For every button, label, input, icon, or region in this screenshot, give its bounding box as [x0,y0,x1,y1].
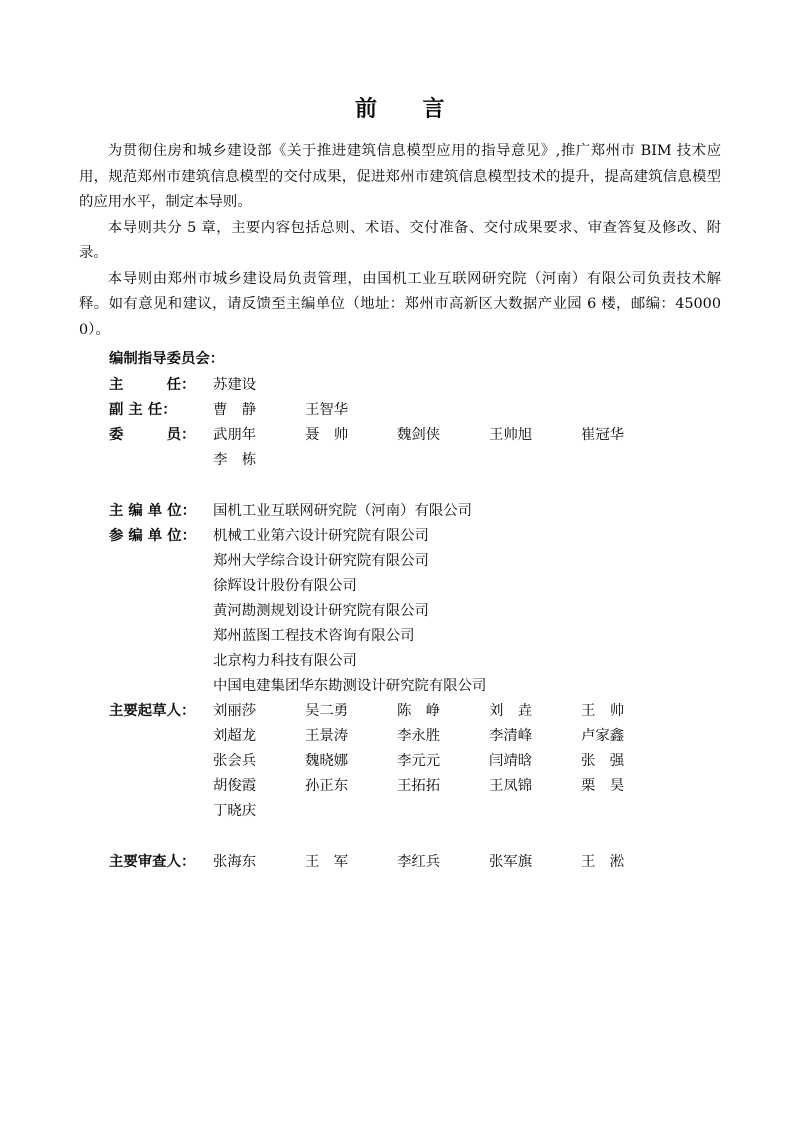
preface-body [79,139,721,343]
row-values [213,774,721,799]
row-values [213,599,721,624]
committee-list [79,373,721,875]
name-cell: 卢家鑫 [581,728,625,744]
section-spacer [79,473,721,499]
row-values [213,624,721,649]
participating-units-row [79,649,721,674]
unit-name: 国机工业互联网研究院（河南）有限公司 [213,503,473,519]
row-label: 主 任： [109,377,196,393]
name-cell: 张 强 [581,753,625,769]
row-values [213,674,721,699]
participating-units-row [79,574,721,599]
row-values [213,549,721,574]
committee-row-director [79,373,721,398]
name-cell: 王 淞 [581,854,625,870]
name-cell: 李红兵 [397,854,441,870]
name-cell: 闫靖晗 [489,753,533,769]
name-cell: 张军旗 [489,854,533,870]
row-values [213,574,721,599]
row-label: 主 编 单 位： [109,503,196,519]
main-drafters-row [79,774,721,799]
name-cell: 李永胜 [397,728,441,744]
main-reviewers-row [79,850,721,875]
paragraph-1: 为贯彻住房和城乡建设部《关于推进建筑信息模型应用的指导意见》,推广郑州市 BIM 技术应用，规范郑州市建筑信息模型的交付成果，促进郑州市建筑信息模型技术的提升，提高建筑信息模型的应用水平，制定本导则。 [79,143,721,210]
name-cell: 吴二勇 [305,703,349,719]
unit-name: 郑州大学综合设计研究院有限公司 [213,553,429,569]
name-cell: 刘超龙 [213,728,257,744]
name-cell: 聂 帅 [305,427,349,443]
paragraph-2: 本导则共分 5 章，主要内容包括总则、术语、交付准备、交付成果要求、审查答复及修改、附录。 [79,219,721,261]
name-cell: 王拓拓 [397,778,441,794]
participating-units-row [79,549,721,574]
row-label: 主要起草人： [109,703,196,719]
unit-name: 黄河勘测规划设计研究院有限公司 [213,603,429,619]
name-cell: 崔冠华 [581,427,625,443]
name-cell: 曹 静 [213,402,257,418]
participating-units-row [79,524,721,549]
name-cell: 刘丽莎 [213,703,257,719]
name-cell: 陈 峥 [397,703,441,719]
row-values [213,749,721,774]
unit-name: 郑州蓝图工程技术咨询有限公司 [213,628,415,644]
name-cell: 王 军 [305,854,349,870]
name-cell: 栗 昊 [581,778,625,794]
row-label: 委 员： [109,427,196,443]
row-label: 主要审查人： [109,854,196,870]
unit-name: 徐辉设计股份有限公司 [213,578,357,594]
name-cell: 孙正东 [305,778,349,794]
committee-heading: 编制指导委员会： [109,351,225,367]
row-label: 参 编 单 位： [109,528,196,544]
row-values [213,699,721,724]
name-cell: 王凤锦 [489,778,533,794]
name-cell: 魏剑侠 [397,427,441,443]
name-cell: 李 栋 [213,452,257,468]
name-cell: 武朋年 [213,427,257,443]
row-values [213,423,721,448]
page-title: 前 言 [354,97,445,122]
name-cell: 张会兵 [213,753,257,769]
row-label: 副 主 任： [109,402,177,418]
committee-row-members [79,423,721,448]
paragraph-3: 本导则由郑州市城乡建设局负责管理，由国机工业互联网研究院（河南）有限公司负责技术解释。如有意见和建议，请反馈至主编单位（地址：郑州市高新区大数据产业园 6 楼，邮编：450000）。 [79,270,721,338]
committee-row-deputy-director [79,398,721,423]
row-values [213,448,721,473]
chief-unit-row [79,499,721,524]
main-drafters-row [79,699,721,724]
row-values [213,499,721,524]
unit-name: 北京构力科技有限公司 [213,653,357,669]
name-cell: 李元元 [397,753,441,769]
row-values [213,850,721,875]
participating-units-row [79,599,721,624]
unit-name: 机械工业第六设计研究院有限公司 [213,528,429,544]
row-values [213,398,721,423]
name-cell: 胡俊霞 [213,778,257,794]
page-content [79,0,721,875]
name-cell: 王帅旭 [489,427,533,443]
participating-units-row [79,674,721,699]
main-drafters-row [79,799,721,824]
row-values [213,649,721,674]
row-values [213,799,721,824]
unit-name: 中国电建集团华东勘测设计研究院有限公司 [213,678,487,694]
row-values [213,373,721,398]
name-cell: 苏建设 [213,377,257,393]
row-values [213,524,721,549]
name-cell: 魏晓娜 [305,753,349,769]
section-spacer [79,824,721,850]
name-cell: 张海东 [213,854,257,870]
name-cell: 丁晓庆 [213,803,257,819]
main-drafters-row [79,749,721,774]
participating-units-row [79,624,721,649]
name-cell: 王智华 [305,402,349,418]
name-cell: 王 帅 [581,703,625,719]
main-drafters-row [79,724,721,749]
name-cell: 王景涛 [305,728,349,744]
name-cell: 李清峰 [489,728,533,744]
row-values [213,724,721,749]
committee-row-members-cont [79,448,721,473]
name-cell: 刘 垚 [489,703,533,719]
